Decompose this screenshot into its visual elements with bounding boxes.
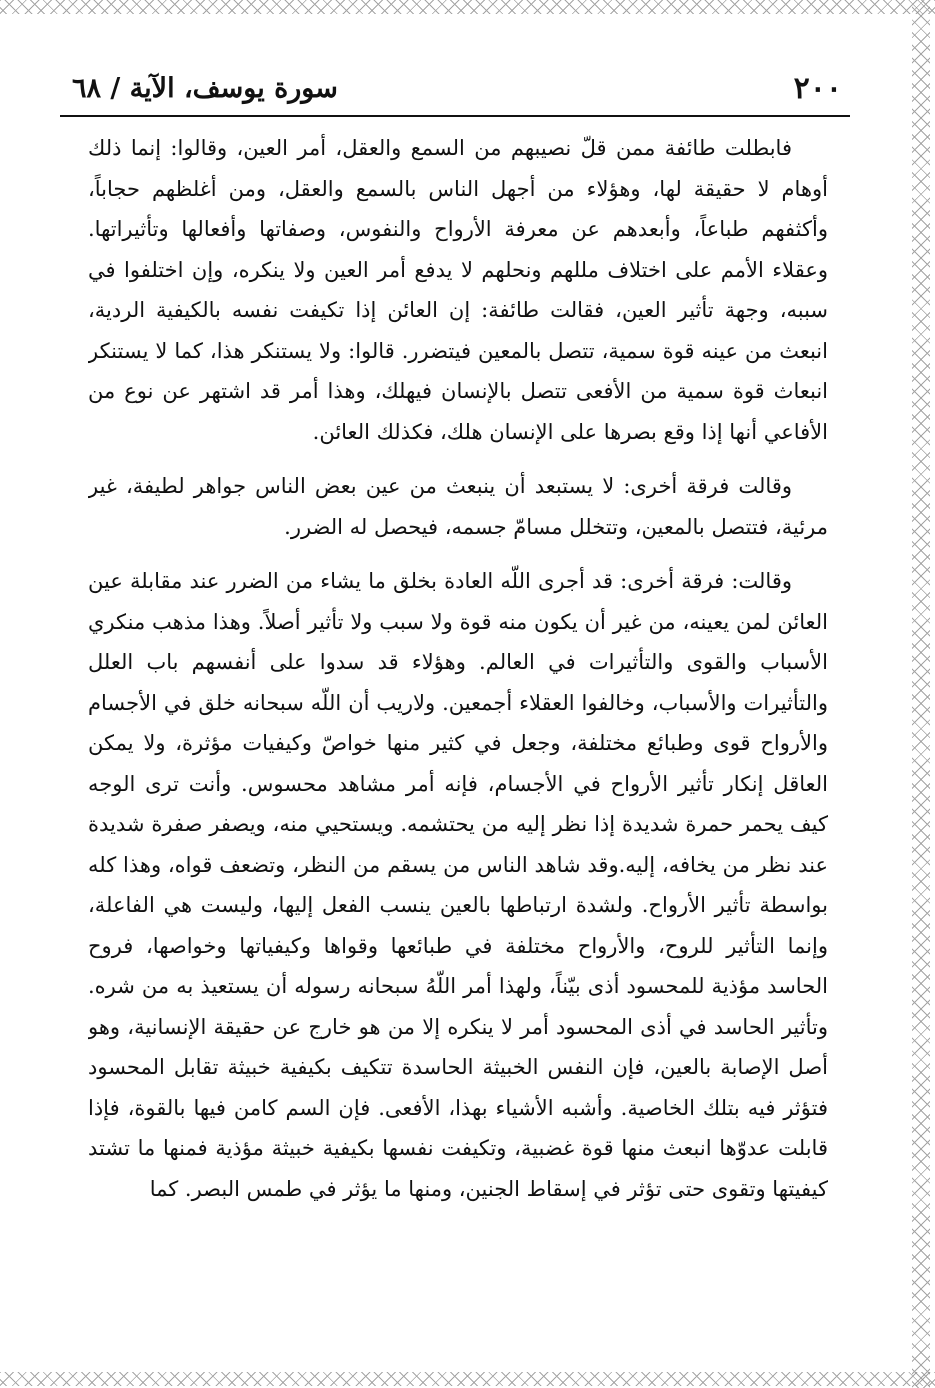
decorative-border-right xyxy=(912,0,930,1388)
header-rule xyxy=(60,115,850,117)
running-title: سورة يوسف، الآية / ٦٨ xyxy=(72,72,338,104)
body-text xyxy=(88,128,828,1360)
decorative-border-top xyxy=(0,0,935,14)
paragraph-2: وقالت فرقة أخرى: لا يستبعد أن ينبعث من عين بعض الناس جواهر لطيفة، غير مرئية، فتتصل بالمعين، وتتخلل مسامّ جسمه، فيحصل له الضرر. xyxy=(88,474,828,539)
page-header xyxy=(72,66,842,110)
paragraph-1: فابطلت طائفة ممن قلّ نصيبهم من السمع والعقل، أمر العين، وقالوا: إنما ذلك أوهام لا حقيقة لها، وهؤلاء من أجهل الناس بالسمع والعقل، ومن أغلظهم حجاباً، وأكثفهم طباعاً، وأبعدهم عن معرفة الأرواح والنفوس، وصفاتها وأفعالها وتأثيراتها. وعقلاء الأمم على اختلاف مللهم ونحلهم لا يدفع أمر العين ولا ينكره، وإن اختلفوا في سببه، وجهة تأثير العين، فقالت طائفة: إن العائن إذا تكيفت نفسه بالكيفية الردية، انبعث من عينه قوة سمية، تتصل بالمعين فيتضرر. قالوا: ولا يستنكر هذا، كما لا يستنكر انبعاث قوة سمية من الأفعى تتصل بالإنسان فيهلك، وهذا أمر قد اشتهر عن نوع من الأفاعي أنها إذا وقع بصرها على الإنسان هلك، فكذلك العائن. xyxy=(88,136,828,444)
decorative-border-bottom xyxy=(0,1372,935,1386)
paragraph-3: وقالت: فرقة أخرى: قد أجرى اللّه العادة بخلق ما يشاء من الضرر عند مقابلة عين العائن لمن يعينه، من غير أن يكون منه قوة ولا سبب ولا تأثير أصلاً. وهذا مذهب منكري الأسباب والقوى والتأثيرات في العالم. وهؤلاء قد سدوا على أنفسهم باب العلل والتأثيرات والأسباب، وخالفوا العقلاء أجمعين. ولاريب أن اللّه سبحانه خلق في الأجسام والأرواح قوى وطبائع مختلفة، وجعل في كثير منها خواصّ وكيفيات مؤثرة، ولا يمكن العاقل إنكار تأثير الأرواح في الأجسام، فإنه أمر مشاهد محسوس. وأنت ترى الوجه كيف يحمر حمرة شديدة إذا نظر إليه من يحتشمه. ويستحيي منه، ويصفر صفرة شديدة عند نظر من يخافه، إليه.وقد شاهد الناس من يسقم من النظر، وتضعف قواه، وهذا كله بواسطة تأثير الأرواح. ولشدة ارتباطها بالعين ينسب الفعل إليها، وليست هي الفاعلة، وإنما التأثير للروح، والأرواح مختلفة في طبائعها وقواها وكيفياتها وخواصها، فروح الحاسد مؤذية للمحسود أذى بيّناً، ولهذا أمر اللّهُ سبحانه رسوله أن يستعيذ به من شره. وتأثير الحاسد في أذى المحسود أمر لا ينكره إلا من هو خارج عن حقيقة الإنسانية، وهو أصل الإصابة بالعين، فإن النفس الخبيثة الحاسدة تتكيف بكيفية خبيثة تقابل المحسود فتؤثر فيه بتلك الخاصية. وأشبه الأشياء بهذا، الأفعى. فإن السم كامن فيها بالقوة، فإذا قابلت عدوّها انبعث منها قوة غضبية، وتكيفت نفسها بكيفية خبيثة مؤذية فمنها ما تشتد كيفيتها وتقوى حتى تؤثر في إسقاط الجنين، ومنها ما يؤثر في طمس البصر. كما xyxy=(88,569,828,1201)
page-number: ٢٠٠ xyxy=(793,70,842,106)
